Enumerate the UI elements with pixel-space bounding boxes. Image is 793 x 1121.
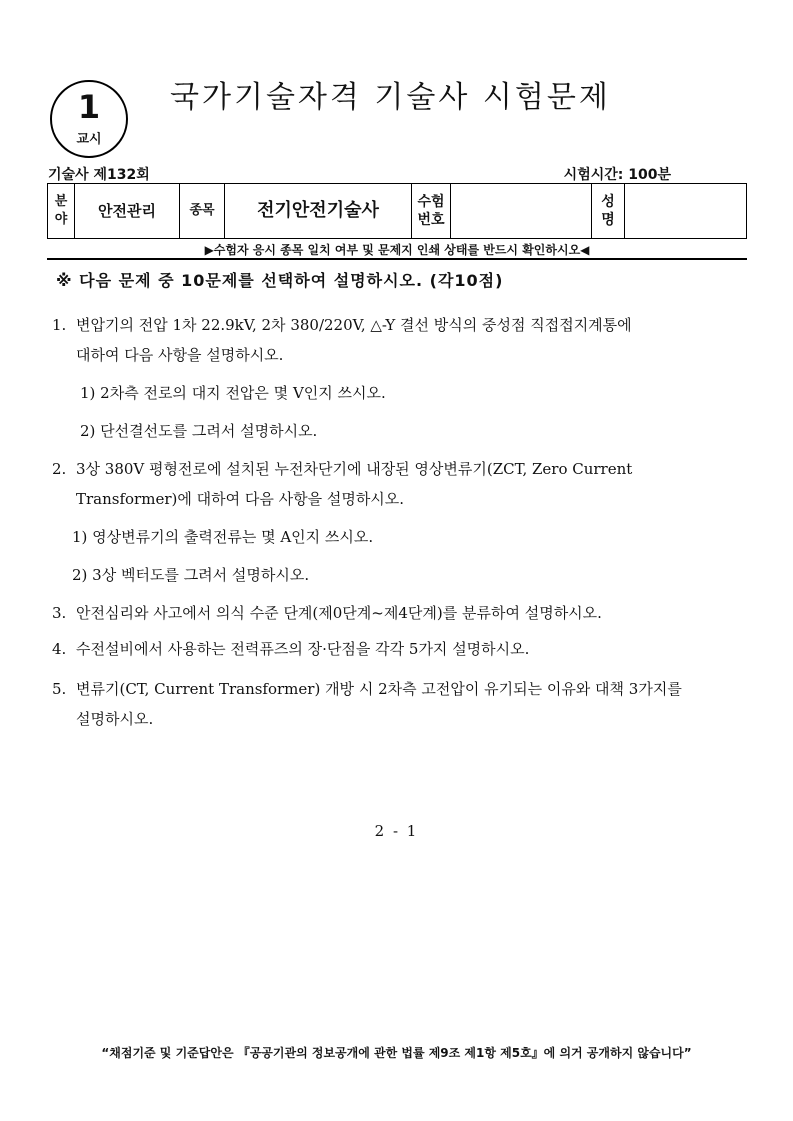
name-field[interactable]	[625, 184, 747, 239]
question-5-cont	[52, 704, 748, 734]
header-divider	[47, 258, 747, 260]
question-2-sub-2: 2) 3상 벡터도를 그려서 설명하시오.	[72, 566, 310, 584]
name-label-cell	[592, 184, 625, 239]
question-text-line1: 수전설비에서 사용하는 전력퓨즈의 장·단점을 각각 5가지 설명하시오.	[76, 640, 530, 658]
question-number: 1.	[52, 316, 67, 334]
exam-number-label-line1: 수험	[417, 194, 445, 210]
question-4	[52, 634, 748, 664]
question-text-line2: 설명하시오.	[76, 710, 154, 728]
exam-number-label-cell	[412, 184, 451, 239]
exam-number-field[interactable]	[451, 184, 592, 239]
exam-round: 기술사 제132회	[48, 167, 150, 183]
exam-time: 시험시간: 100분	[563, 167, 671, 183]
question-1-sub-1: 1) 2차측 전로의 대지 전압은 몇 V인지 쓰시오.	[80, 384, 386, 402]
question-5	[52, 674, 748, 704]
question-number: 5.	[52, 680, 67, 698]
session-label: 교시	[76, 132, 102, 147]
question-text-line1: 변압기의 전압 1차 22.9kV, 2차 380/220V, △-Y 결선 방식의 중성점 직접접지계통에	[76, 316, 632, 334]
footer-note: “채점기준 및 기준답안은 『공공기관의 정보공개에 관한 법률 제9조 제1항 제5호』에 의거 공개하지 않습니다”	[101, 1046, 692, 1060]
question-number: 4.	[52, 640, 67, 658]
question-text-line1: 3상 380V 평형전로에 설치된 누전차단기에 내장된 영상변류기(ZCT, Zero Current	[76, 460, 633, 478]
name-label-line2: 명	[601, 212, 615, 228]
question-3	[52, 598, 748, 628]
check-notice: ▶수험자 응시 종목 일치 여부 및 문제지 인쇄 상태를 반드시 확인하시오◀	[204, 243, 590, 257]
field-value: 안전관리	[75, 184, 180, 239]
session-number: 1	[77, 88, 101, 126]
field-label-cell	[48, 184, 75, 239]
exam-info-table	[47, 183, 747, 239]
question-number: 2.	[52, 460, 67, 478]
question-text-line1: 변류기(CT, Current Transformer) 개방 시 2차측 고전압이 유기되는 이유와 대책 3가지를	[76, 680, 682, 698]
question-2	[52, 454, 748, 484]
question-text-line2: 대하여 다음 사항을 설명하시오.	[76, 346, 284, 364]
question-1-cont	[52, 340, 748, 370]
session-badge	[50, 80, 128, 158]
field-label-line2: 야	[54, 212, 68, 227]
question-1	[52, 310, 748, 340]
question-text-line2: Transformer)에 대하여 다음 사항을 설명하시오.	[76, 490, 405, 508]
page-title: 국가기술자격 기술사 시험문제	[170, 80, 611, 115]
name-label-line1: 성	[601, 194, 615, 210]
item-label: 종목	[180, 184, 225, 239]
question-2-sub-1: 1) 영상변류기의 출력전류는 몇 A인지 쓰시오.	[72, 528, 374, 546]
question-text-line1: 안전심리와 사고에서 의식 수준 단계(제0단계~제4단계)를 분류하여 설명하시오.	[76, 604, 602, 622]
question-1-sub-2: 2) 단선결선도를 그려서 설명하시오.	[80, 422, 318, 440]
item-value: 전기안전기술사	[225, 184, 412, 239]
page-number: 2 - 1	[374, 822, 419, 840]
question-number: 3.	[52, 604, 67, 622]
question-2-cont	[52, 484, 748, 514]
instruction-text: ※ 다음 문제 중 10문제를 선택하여 설명하시오. (각10점)	[56, 271, 504, 290]
exam-number-label-line2: 번호	[417, 212, 445, 228]
field-label-line1: 분	[54, 194, 68, 209]
